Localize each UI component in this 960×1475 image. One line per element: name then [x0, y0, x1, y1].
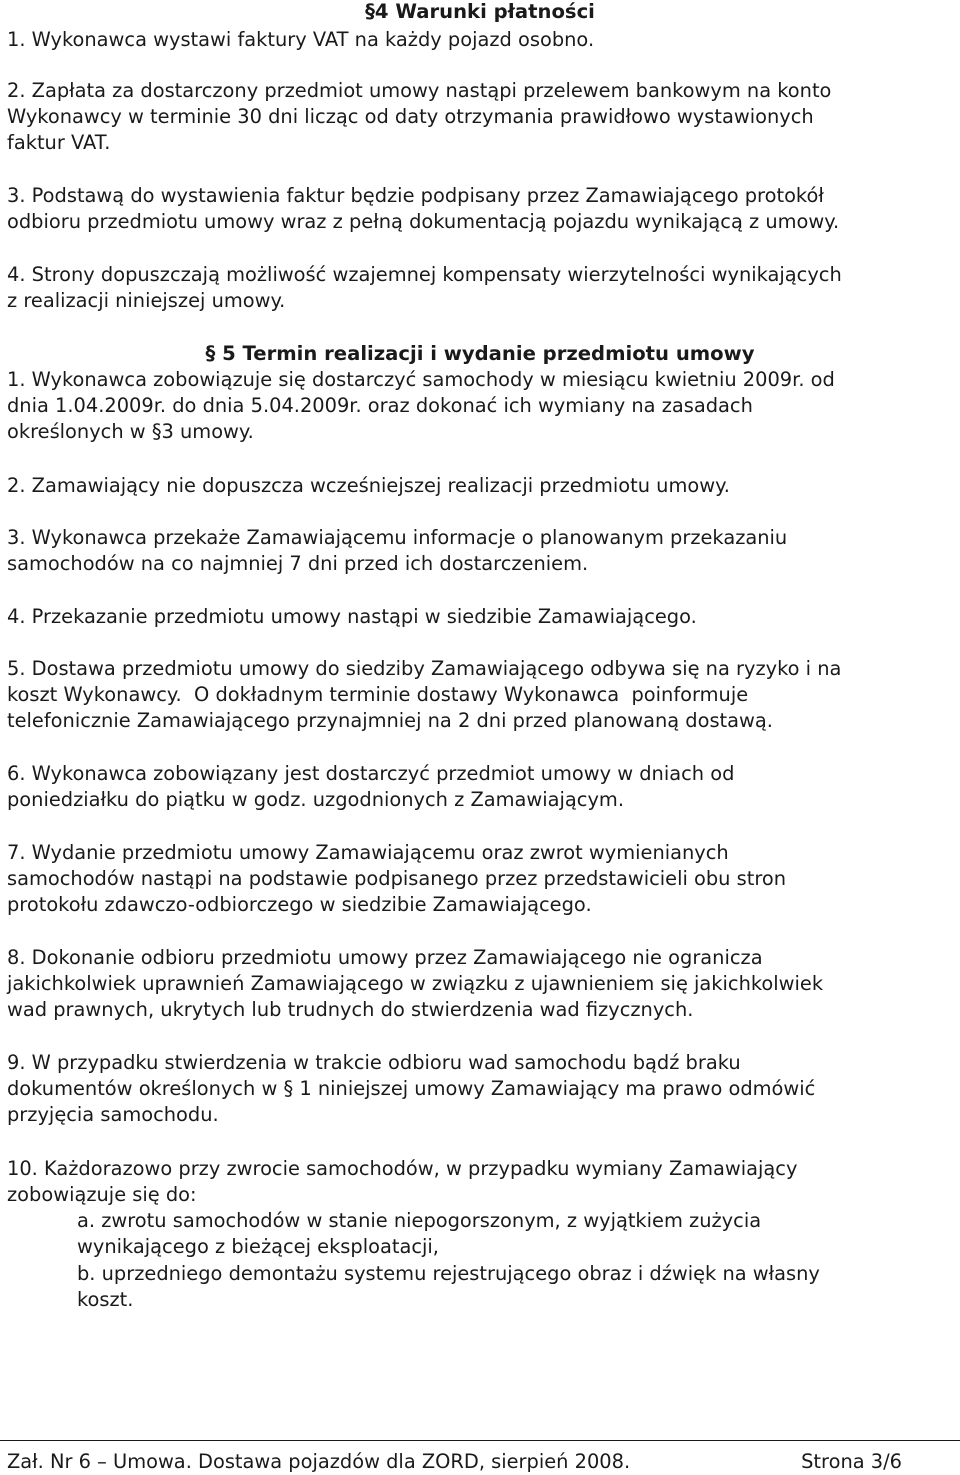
section-5-paragraph-3: 3. Wykonawca przekaże Zamawiającemu informacje o planowanym przekazaniu samochodów na co najmniej 7 dni przed ich dostarczeniem.: [7, 526, 788, 575]
footer-document-title: Zał. Nr 6 – Umowa. Dostawa pojazdów dla ZORD, sierpień 2008.: [7, 1450, 631, 1473]
section-5-paragraph-4: 4. Przekazanie przedmiotu umowy nastąpi w siedzibie Zamawiającego.: [7, 605, 697, 628]
footer-page-number: Strona 3/6: [801, 1450, 902, 1473]
section-5-paragraph-10: 10. Każdorazowo przy zwrocie samochodów, w przypadku wymiany Zamawiający zobowiązuje się do:: [7, 1157, 798, 1206]
section-5-heading: § 5 Termin realizacji i wydanie przedmiotu umowy: [205, 342, 755, 365]
section-4-paragraph-4: 4. Strony dopuszczają możliwość wzajemnej kompensaty wierzytelności wynikających z realizacji niniejszej umowy.: [7, 263, 842, 312]
section-5-item-a: a. zwrotu samochodów w stanie niepogorszonym, z wyjątkiem zużycia wynikającego z bieżącej eksploatacji,: [77, 1209, 762, 1258]
section-5-paragraph-5: 5. Dostawa przedmiotu umowy do siedziby Zamawiającego odbywa się na ryzyko i na koszt Wykonawcy. O dokładnym terminie dostawy Wykonawca poinformuje telefonicznie Zamawiającego przynajmniej na 2 dni przed planowaną dostawą.: [7, 657, 842, 732]
section-4-heading: §4 Warunki płatności: [365, 0, 595, 23]
section-5-paragraph-2: 2. Zamawiający nie dopuszcza wcześniejszej realizacji przedmiotu umowy.: [7, 474, 730, 497]
page-footer: [0, 1440, 960, 1475]
section-5-paragraph-7: 7. Wydanie przedmiotu umowy Zamawiającemu oraz zwrot wymienianych samochodów nastąpi na podstawie podpisanego przez przedstawicieli obu stron protokołu zdawczo-odbiorczego w siedzibie Zamawiającego.: [7, 841, 787, 916]
section-5-paragraph-8: 8. Dokonanie odbioru przedmiotu umowy przez Zamawiającego nie ogranicza jakichkolwiek uprawnień Zamawiającego w związku z ujawnieniem się jakichkolwiek wad prawnych, ukrytych lub trudnych do stwierdzenia wad fizycznych.: [7, 946, 824, 1021]
section-5-paragraph-6: 6. Wykonawca zobowiązany jest dostarczyć przedmiot umowy w dniach od poniedziałku do piątku w godz. uzgodnionych z Zamawiającym.: [7, 762, 735, 811]
section-4-paragraph-1: 1. Wykonawca wystawi faktury VAT na każdy pojazd osobno.: [7, 28, 595, 51]
section-4-paragraph-2: 2. Zapłata za dostarczony przedmiot umowy nastąpi przelewem bankowym na konto Wykonawcy w terminie 30 dni licząc od daty otrzymania prawidłowo wystawionych faktur VAT.: [7, 79, 832, 154]
section-5-paragraph-1: 1. Wykonawca zobowiązuje się dostarczyć samochody w miesiącu kwietniu 2009r. od dnia 1.04.2009r. do dnia 5.04.2009r. oraz dokonać ich wymiany na zasadach określonych w §3 umowy.: [7, 368, 835, 443]
section-4-paragraph-3: 3. Podstawą do wystawienia faktur będzie podpisany przez Zamawiającego protokół odbioru przedmiotu umowy wraz z pełną dokumentacją pojazdu wynikającą z umowy.: [7, 184, 840, 233]
section-5-item-b: b. uprzedniego demontażu systemu rejestrującego obraz i dźwięk na własny koszt.: [77, 1262, 820, 1311]
section-5-paragraph-9: 9. W przypadku stwierdzenia w trakcie odbioru wad samochodu bądź braku dokumentów określonych w § 1 niniejszej umowy Zamawiający ma prawo odmówić przyjęcia samochodu.: [7, 1051, 816, 1126]
